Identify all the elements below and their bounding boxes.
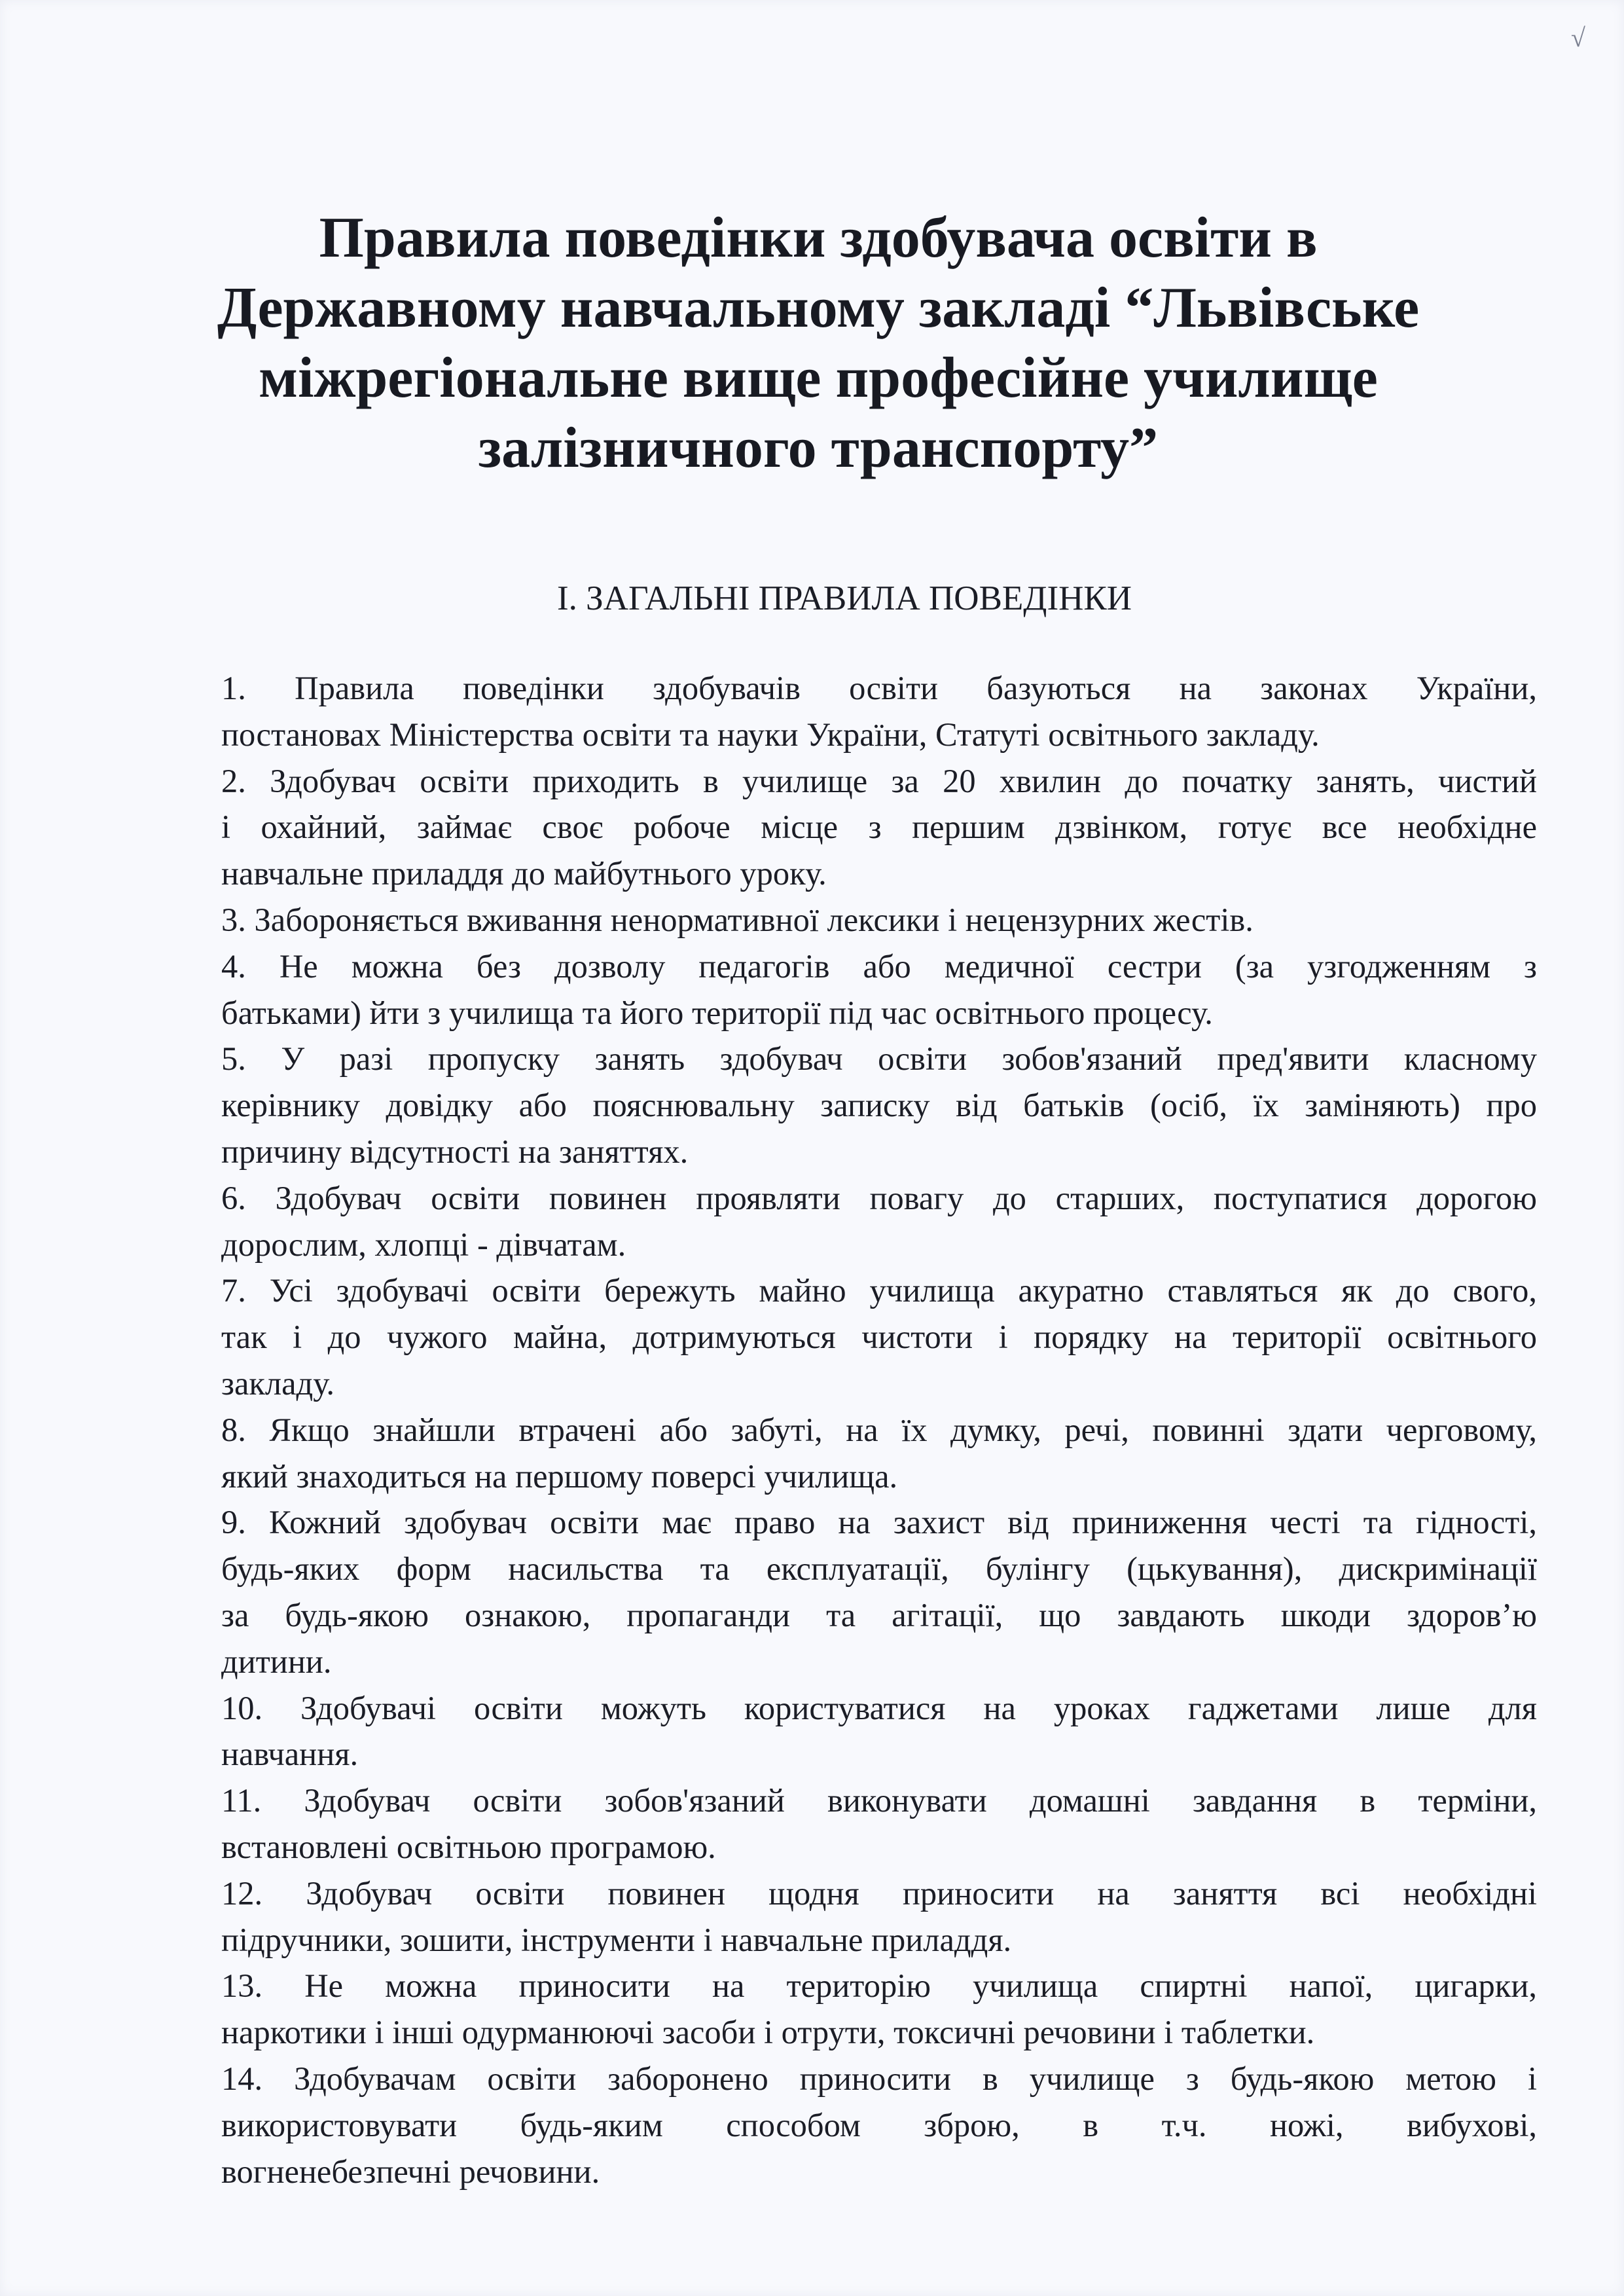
rule-line: 4. Не можна без дозволу педагогів або медичної сестри (за узгодженням з [221,947,1537,985]
rule-item [221,1499,1537,1685]
rule-item [221,1963,1537,2056]
rule-line: будь-яких форм насильства та експлуатації, булінгу (цькування), дискримінації [221,1550,1537,1588]
rules-list [221,665,1537,2195]
title-line: міжрегіональне вище професійне училище [259,346,1378,410]
rule-line: використовувати будь-яким способом зброю, в т.ч. ножі, вибухові, [221,2106,1537,2143]
title-line: Державному навчальному закладі “Львівське [217,276,1420,340]
rule-line: 6. Здобувач освіти повинен проявляти повагу до старших, поступатися дорогою [221,1179,1537,1216]
rule-item [221,1777,1537,1870]
rule-line: який знаходиться на першому поверсі училища. [221,1457,898,1495]
rule-line: навчальне приладдя до майбутнього уроку. [221,855,827,892]
rule-line: дитини. [221,1643,332,1680]
corner-check-mark: √ [1571,23,1585,52]
rule-item [221,2056,1537,2195]
rule-item [221,897,1537,943]
rule-line: 12. Здобувач освіти повинен щодня приносити на заняття всі необхідні [221,1874,1537,1912]
rule-line: 1. Правила поведінки здобувачів освіти базуються на законах України, [221,670,1537,706]
rule-line: батьками) йти з училища та його території під час освітнього процесу. [221,994,1213,1031]
document-title [196,203,1440,483]
rule-item [221,1870,1537,1963]
section-heading: І. ЗАГАЛЬНІ ПРАВИЛА ПОВЕДІНКИ [557,579,1132,617]
rule-item [221,943,1537,1036]
title-line: Правила поведінки здобувача освіти в [319,206,1318,270]
rule-line: 7. Усі здобувачі освіти бережуть майно училища акуратно ставляться як до свого, [221,1272,1537,1309]
rule-line: 10. Здобувачі освіти можуть користуватися на уроках гаджетами лише для [221,1689,1537,1726]
rule-line: 8. Якщо знайшли втрачені або забуті, на їх думку, речі, повинні здати черговому, [221,1411,1537,1448]
rule-item [221,1267,1537,1406]
rule-line: 14. Здобувачам освіти заборонено приносити в училище з будь-якою метою і [221,2060,1537,2097]
rule-item [221,1175,1537,1268]
rule-line: навчання. [221,1736,359,1773]
rule-line: 5. У разі пропуску занять здобувач освіти зобов'язаний пред'явити класному [221,1040,1537,1078]
rule-line: дорослим, хлопці - дівчатам. [221,1226,626,1263]
rule-line: наркотики і інші одурманюючі засоби і отрути, токсичні речовини і таблетки. [221,2014,1315,2051]
rule-item [221,1036,1537,1175]
rule-line: 2. Здобувач освіти приходить в училище за 20 хвилин до початку занять, чистий [221,762,1537,799]
rule-line: вогненебезпечні речовини. [221,2153,600,2190]
rule-item [221,1407,1537,1500]
rule-line: 9. Кожний здобувач освіти має право на захист від приниження честі та гідності, [221,1504,1537,1541]
rule-item [221,1685,1537,1778]
rule-line: і охайний, займає своє робоче місце з першим дзвінком, готує все необхідне [221,809,1537,846]
rule-line: 3. Забороняється вживання ненормативної лексики і нецензурних жестів. [221,901,1254,938]
rule-line: причину відсутності на заняттях. [221,1133,689,1170]
rule-line: так і до чужого майна, дотримуються чистоти і порядку на території освітнього [221,1319,1537,1356]
rule-line: встановлені освітньою програмою. [221,1828,716,1865]
rule-line: керівнику довідку або пояснювальну записку від батьків (осіб, їх заміняють) про [221,1087,1537,1124]
rule-line: постановах Міністерства освіти та науки України, Статуті освітнього закладу. [221,716,1320,753]
rule-item [221,758,1537,897]
rule-line: за будь-якою ознакою, пропаганди та агітації, що завдають шкоди здоров’ю [221,1596,1537,1633]
rule-line: 13. Не можна приносити на територію училища спиртні напої, цигарки, [221,1967,1537,2005]
rule-item [221,665,1537,758]
rule-line: закладу. [221,1364,335,1402]
rule-line: підручники, зошити, інструменти і навчальне приладдя. [221,1921,1012,1958]
title-line: залізничного транспорту” [478,416,1159,480]
rule-line: 11. Здобувач освіти зобов'язаний виконувати домашні завдання в терміни, [221,1782,1537,1819]
